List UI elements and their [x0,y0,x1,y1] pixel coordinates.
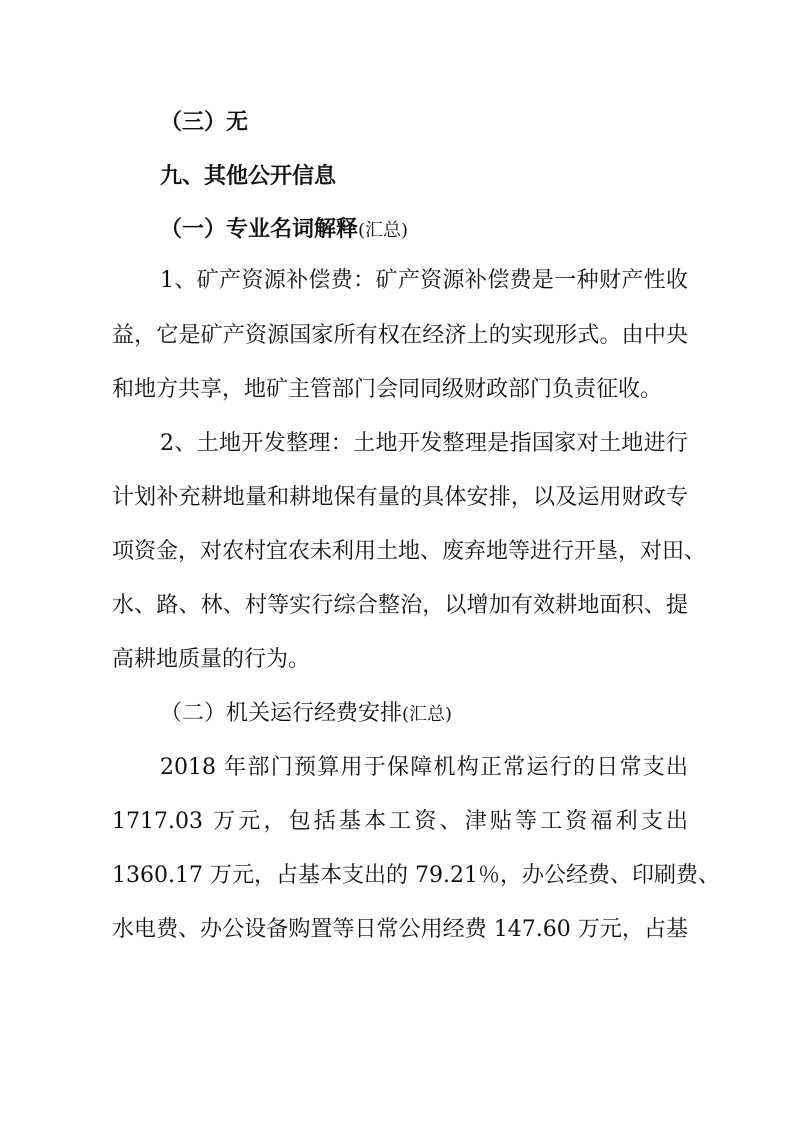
subheading-operating-funds: （二）机关运行经费安排(汇总) [160,701,453,726]
paragraph-line: 和地方共享，地矿主管部门会同同级财政部门负责征收。 [112,377,663,402]
paragraph-line: 1717.03 万元，包括基本工资、津贴等工资福利支出 [112,809,688,834]
heading-section-3: （三）无 [160,109,249,135]
paragraph-line: 1360.17 万元，占基本支出的 79.21％，办公经费、印刷费、 [112,863,720,888]
paragraph-line: 水电费、办公设备购置等日常公用经费 147.60 万元，占基 [112,917,688,942]
paragraph-line: 益，它是矿产资源国家所有权在经济上的实现形式。由中央 [112,323,688,348]
paragraph-line: 水、路、林、村等实行综合整治，以增加有效耕地面积、提 [112,593,688,618]
paragraph-line: 计划补充耕地量和耕地保有量的具体安排，以及运用财政专 [112,485,688,510]
paragraph-line: 项资金，对农村宜农未利用土地、废弃地等进行开垦，对田、 [112,539,707,564]
paragraph-line: 高耕地质量的行为。 [112,647,311,672]
paragraph-line: 1、矿产资源补偿费：矿产资源补偿费是一种财产性收 [160,268,688,293]
subheading-terms: （一）专业名词解释(汇总) [160,216,409,242]
paragraph-line: 2、土地开发整理：土地开发整理是指国家对土地进行 [160,431,688,456]
heading-section-9: 九、其他公开信息 [160,163,337,189]
paragraph-line: 2018 年部门预算用于保障机构正常运行的日常支出 [160,755,688,780]
